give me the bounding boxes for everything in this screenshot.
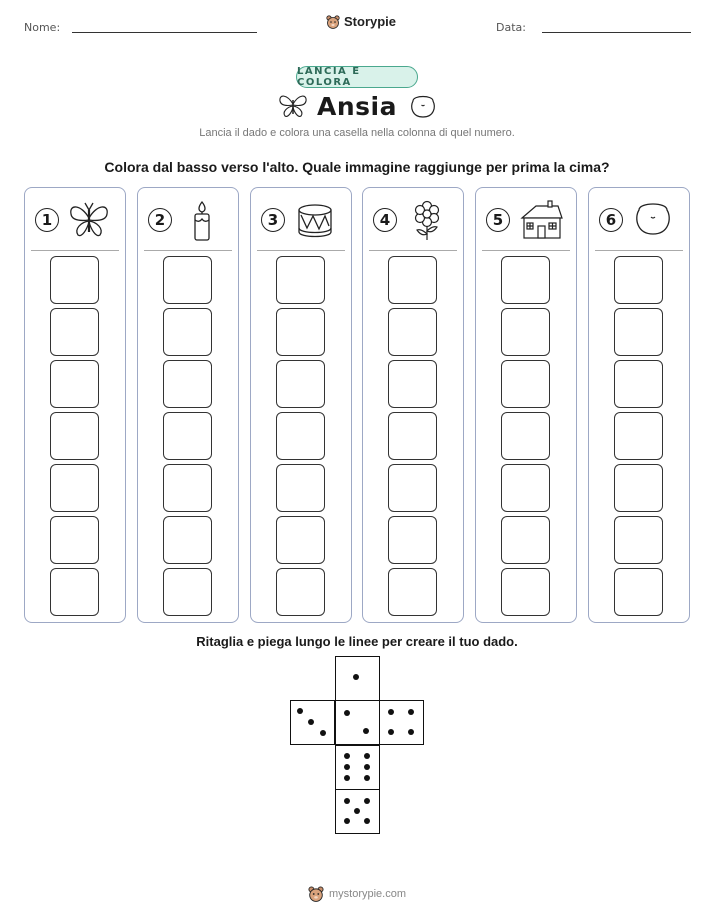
column-4 [362,187,464,623]
color-box[interactable] [163,256,212,304]
color-box[interactable] [501,568,550,616]
name-line [72,32,257,33]
color-box[interactable] [614,256,663,304]
color-box[interactable] [163,412,212,460]
color-box[interactable] [276,360,325,408]
name-label: Nome: [24,21,61,34]
color-box[interactable] [501,256,550,304]
footer-url: mystorypie.com [328,888,407,900]
house-icon [516,198,564,242]
column-1 [24,187,126,623]
color-box[interactable] [501,464,550,512]
color-box[interactable] [614,568,663,616]
color-box[interactable] [50,308,99,356]
column-2 [137,187,239,623]
color-box[interactable] [388,568,437,616]
activity-badge: LANCIA E COLORA [296,66,418,88]
bear-icon [326,15,340,29]
subtitle: Lancia il dado e colora una casella nella colonna di quel numero. [199,127,515,139]
die-face-6 [335,745,380,790]
color-box[interactable] [276,516,325,564]
bear-icon [308,886,324,902]
column-6 [588,187,690,623]
column-number: 6 [599,208,623,232]
candle-icon [178,198,226,242]
color-box[interactable] [388,464,437,512]
color-box[interactable] [163,360,212,408]
instruction: Colora dal basso verso l'alto. Quale immagine raggiunge per prima la cima? [104,159,610,175]
color-box[interactable] [50,568,99,616]
color-box[interactable] [276,464,325,512]
drum-icon [291,198,339,242]
color-box[interactable] [276,308,325,356]
date-line [542,32,691,33]
color-box[interactable] [614,308,663,356]
flower-icon [403,198,451,242]
color-box[interactable] [50,412,99,460]
color-box[interactable] [388,360,437,408]
color-box[interactable] [388,412,437,460]
color-box[interactable] [163,568,212,616]
color-box[interactable] [276,256,325,304]
butterfly-icon [65,198,113,242]
date-label: Data: [496,21,526,34]
brand-name: Storypie [344,14,397,29]
color-box[interactable] [50,360,99,408]
die-face-3 [290,700,335,745]
color-box[interactable] [388,516,437,564]
color-box[interactable] [614,412,663,460]
die-face-4 [379,700,424,745]
footer [0,886,714,902]
color-box[interactable] [614,464,663,512]
color-box[interactable] [163,308,212,356]
dice-instruction: Ritaglia e piega lungo le linee per creare il tuo dado. [196,634,518,649]
color-box[interactable] [50,256,99,304]
die-face-1 [335,656,380,701]
die-face-2 [335,700,380,745]
column-number: 4 [373,208,397,232]
color-box[interactable] [163,464,212,512]
column-number: 3 [261,208,285,232]
brand-logo [326,14,396,29]
column-number: 2 [148,208,172,232]
color-box[interactable] [276,412,325,460]
color-box[interactable] [388,308,437,356]
color-box[interactable] [501,516,550,564]
face-icon [409,93,437,120]
color-box[interactable] [388,256,437,304]
color-box[interactable] [501,308,550,356]
color-box[interactable] [50,516,99,564]
color-box[interactable] [50,464,99,512]
color-box[interactable] [614,516,663,564]
color-box[interactable] [276,568,325,616]
color-box[interactable] [501,360,550,408]
face-icon [629,198,677,242]
die-face-5 [335,789,380,834]
column-number: 5 [486,208,510,232]
column-number: 1 [35,208,59,232]
column-3 [250,187,352,623]
column-5 [475,187,577,623]
color-box[interactable] [163,516,212,564]
color-box[interactable] [501,412,550,460]
color-box[interactable] [614,360,663,408]
page-title: Ansia [317,92,397,121]
